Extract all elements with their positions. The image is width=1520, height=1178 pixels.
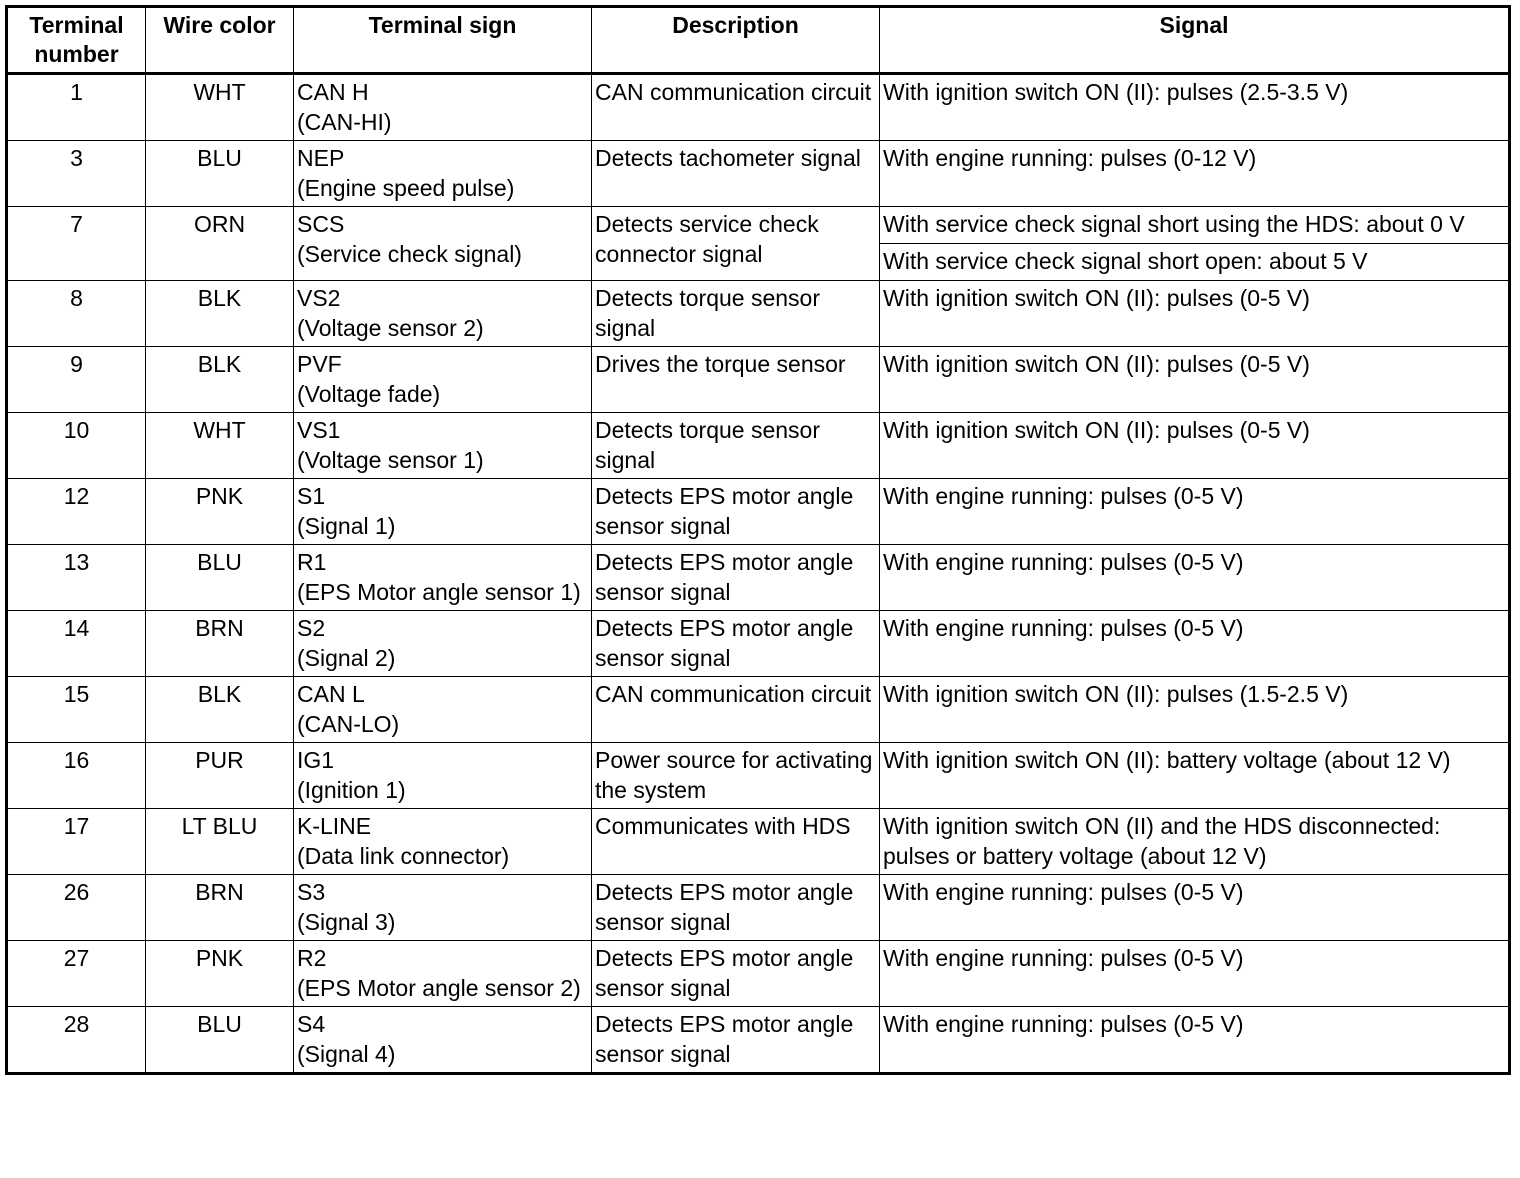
table-row [7,743,1510,809]
table-body [7,74,1510,1074]
terminal-table-container [5,5,1508,1075]
cell-wire-color: BLK [146,347,294,413]
cell-wire-color: PNK [146,479,294,545]
cell-signal: With engine running: pulses (0-5 V) [880,611,1510,677]
cell-signal: With engine running: pulses (0-5 V) [880,941,1510,1007]
table-row [7,281,1510,347]
cell-signal: With ignition switch ON (II): battery voltage (about 12 V) [880,743,1510,809]
table-row [7,809,1510,875]
terminal-sign-detail: (EPS Motor angle sensor 2) [297,975,581,1001]
cell-terminal-number: 8 [7,281,146,347]
cell-terminal-sign [294,941,592,1007]
cell-signal: With engine running: pulses (0-5 V) [880,479,1510,545]
table-row [7,74,1510,141]
cell-signal: With engine running: pulses (0-5 V) [880,875,1510,941]
cell-description: Detects service check connector signal [592,207,880,281]
cell-terminal-number: 7 [7,207,146,281]
cell-signal: With engine running: pulses (0-5 V) [880,1007,1510,1074]
cell-terminal-sign [294,545,592,611]
cell-description: Power source for activating the system [592,743,880,809]
cell-terminal-number: 16 [7,743,146,809]
cell-terminal-sign [294,207,592,281]
terminal-sign-detail: (Voltage sensor 2) [297,315,484,341]
terminal-sign-detail: (Data link connector) [297,843,510,869]
cell-terminal-number: 10 [7,413,146,479]
table-row [7,347,1510,413]
terminal-sign-detail: (Ignition 1) [297,777,406,803]
terminal-sign-code: VS1 [297,417,341,443]
cell-wire-color: BLU [146,141,294,207]
cell-wire-color: PUR [146,743,294,809]
table-row [7,941,1510,1007]
terminal-sign-detail: (CAN-HI) [297,109,392,135]
cell-signal: With engine running: pulses (0-5 V) [880,545,1510,611]
terminal-sign-detail: (Signal 2) [297,645,396,671]
table-row [7,875,1510,941]
table-row [7,1007,1510,1074]
table-header-row [7,7,1510,74]
signal-condition: With service check signal short open: about 5 V [880,243,1508,280]
terminal-sign-detail: (EPS Motor angle sensor 1) [297,579,581,605]
cell-terminal-sign [294,281,592,347]
header-description: Description [592,7,880,74]
terminal-sign-code: NEP [297,145,345,171]
terminal-sign-code: R1 [297,549,327,575]
cell-terminal-sign [294,677,592,743]
terminal-sign-code: VS2 [297,285,341,311]
cell-terminal-number: 1 [7,74,146,141]
cell-terminal-sign [294,1007,592,1074]
cell-terminal-sign [294,479,592,545]
cell-terminal-number: 28 [7,1007,146,1074]
cell-wire-color: BRN [146,875,294,941]
terminal-sign-code: PVF [297,351,342,377]
cell-terminal-number: 9 [7,347,146,413]
table-row [7,207,1510,281]
cell-terminal-number: 3 [7,141,146,207]
cell-signal: With ignition switch ON (II): pulses (0-5 V) [880,281,1510,347]
cell-signal: With ignition switch ON (II): pulses (2.5-3.5 V) [880,74,1510,141]
terminal-sign-code: SCS [297,211,345,237]
cell-wire-color: LT BLU [146,809,294,875]
table-row [7,677,1510,743]
cell-description: Detects torque sensor signal [592,281,880,347]
terminal-sign-detail: (Voltage sensor 1) [297,447,484,473]
cell-signal: With ignition switch ON (II): pulses (1.5-2.5 V) [880,677,1510,743]
cell-terminal-sign [294,141,592,207]
cell-description: Detects tachometer signal [592,141,880,207]
cell-wire-color: BRN [146,611,294,677]
terminal-sign-detail: (Signal 1) [297,513,396,539]
cell-description: Detects EPS motor angle sensor signal [592,479,880,545]
terminal-sign-detail: (Signal 3) [297,909,396,935]
terminal-sign-code: S1 [297,483,326,509]
cell-terminal-sign [294,743,592,809]
table-row [7,479,1510,545]
cell-wire-color: ORN [146,207,294,281]
terminal-sign-code: S4 [297,1011,326,1037]
cell-signal [880,207,1510,281]
cell-signal: With ignition switch ON (II): pulses (0-5 V) [880,347,1510,413]
table-row [7,413,1510,479]
terminal-sign-detail: (Voltage fade) [297,381,441,407]
cell-description: Drives the torque sensor [592,347,880,413]
cell-description: Detects EPS motor angle sensor signal [592,941,880,1007]
terminal-sign-code: CAN H [297,79,369,105]
cell-wire-color: BLK [146,677,294,743]
cell-wire-color: WHT [146,413,294,479]
terminal-sign-detail: (Signal 4) [297,1041,396,1067]
terminal-sign-code: CAN L [297,681,365,707]
cell-wire-color: WHT [146,74,294,141]
signal-condition: With service check signal short using the HDS: about 0 V [883,211,1465,237]
cell-terminal-number: 14 [7,611,146,677]
header-terminal-number: Terminal number [7,7,146,74]
cell-wire-color: BLU [146,1007,294,1074]
cell-signal: With engine running: pulses (0-12 V) [880,141,1510,207]
cell-description: Detects EPS motor angle sensor signal [592,545,880,611]
header-terminal-sign: Terminal sign [294,7,592,74]
cell-signal: With ignition switch ON (II) and the HDS disconnected: pulses or battery voltage (about 12 V) [880,809,1510,875]
cell-terminal-sign [294,611,592,677]
cell-terminal-number: 13 [7,545,146,611]
cell-terminal-sign [294,74,592,141]
terminal-sign-code: S3 [297,879,326,905]
cell-terminal-sign [294,413,592,479]
cell-terminal-number: 12 [7,479,146,545]
cell-terminal-sign [294,347,592,413]
cell-description: CAN communication circuit [592,677,880,743]
cell-wire-color: BLK [146,281,294,347]
cell-wire-color: PNK [146,941,294,1007]
cell-terminal-number: 26 [7,875,146,941]
header-signal: Signal [880,7,1510,74]
table-row [7,545,1510,611]
terminal-sign-code: R2 [297,945,327,971]
terminal-sign-detail: (CAN-LO) [297,711,400,737]
cell-description: Detects torque sensor signal [592,413,880,479]
cell-terminal-number: 15 [7,677,146,743]
terminal-sign-code: K-LINE [297,813,372,839]
table-row [7,611,1510,677]
cell-terminal-sign [294,875,592,941]
cell-terminal-number: 27 [7,941,146,1007]
cell-signal: With ignition switch ON (II): pulses (0-5 V) [880,413,1510,479]
cell-description: Detects EPS motor angle sensor signal [592,875,880,941]
terminal-table [5,5,1511,1075]
terminal-sign-code: IG1 [297,747,335,773]
terminal-sign-detail: (Service check signal) [297,241,522,267]
cell-description: Detects EPS motor angle sensor signal [592,1007,880,1074]
cell-description: CAN communication circuit [592,74,880,141]
cell-terminal-number: 17 [7,809,146,875]
terminal-sign-detail: (Engine speed pulse) [297,175,515,201]
terminal-sign-code: S2 [297,615,326,641]
cell-description: Communicates with HDS [592,809,880,875]
header-wire-color: Wire color [146,7,294,74]
table-row [7,141,1510,207]
cell-wire-color: BLU [146,545,294,611]
cell-terminal-sign [294,809,592,875]
cell-description: Detects EPS motor angle sensor signal [592,611,880,677]
